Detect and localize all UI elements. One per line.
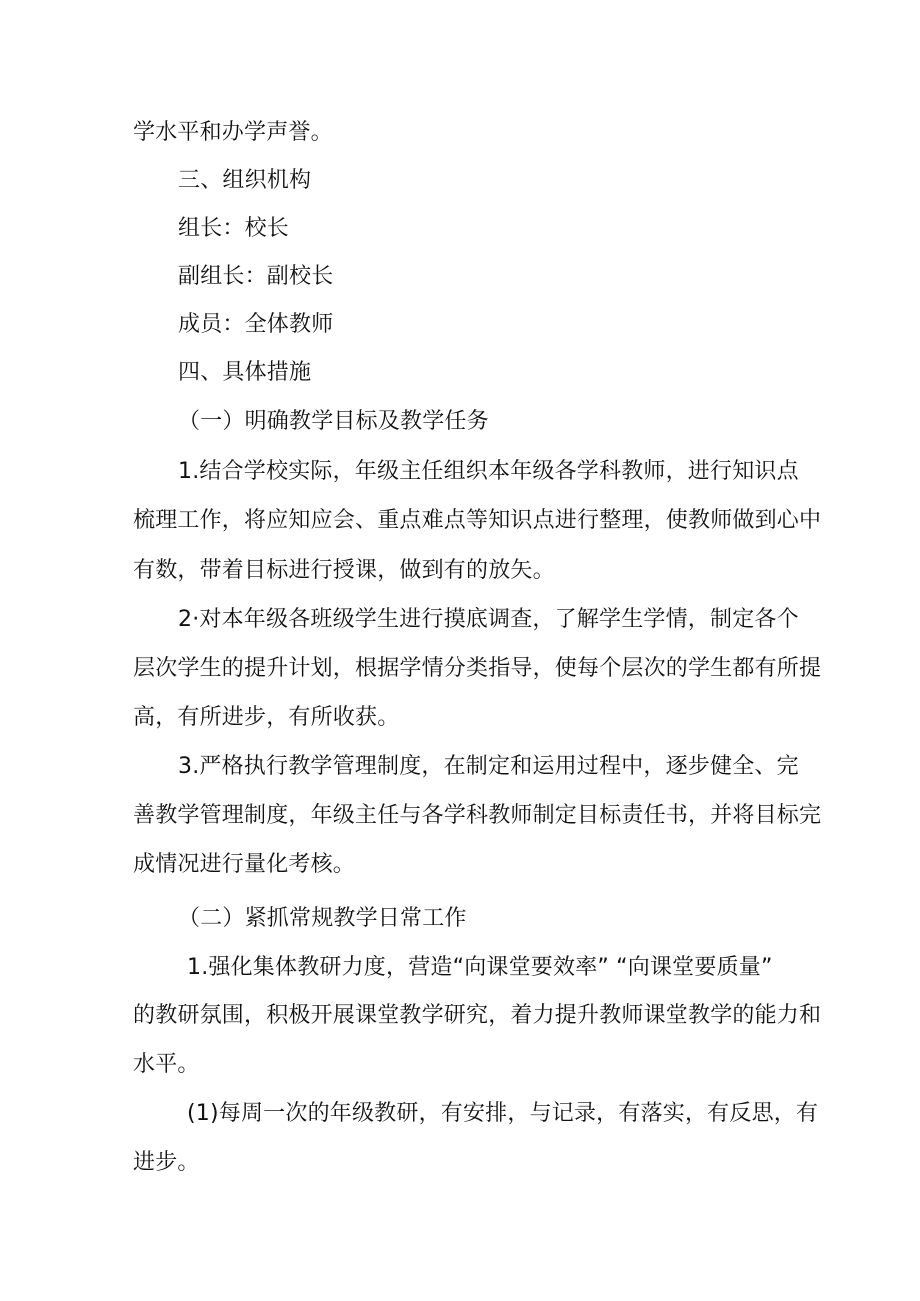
text-line: 有数，带着目标进行授课，做到有的放矢。 (133, 558, 555, 583)
text-line: 2·对本年级各班级学生进行摸底调查，了解学生学情，制定各个 (178, 607, 799, 632)
text-line: 1.结合学校实际，年级主任组织本年级各学科教师，进行知识点 (178, 459, 799, 484)
text-line: 成情况进行量化考核。 (133, 852, 356, 877)
text-line: 学水平和办学声誉。 (133, 120, 333, 145)
text-line: 副组长：副校长 (178, 264, 334, 289)
text-line: 高，有所进步，有所收获。 (133, 705, 400, 730)
text-line: 成员：全体教师 (178, 312, 334, 337)
section-heading: 四、具体措施 (178, 360, 312, 385)
section-heading: 三、组织机构 (178, 168, 312, 193)
text-line: 3.严格执行教学管理制度，在制定和运用过程中，逐步健全、完 (178, 754, 799, 779)
text-line: 1.强化集体教研力度，营造“向课堂要效率” “向课堂要质量” (187, 955, 773, 980)
subsection-heading: （一）明确教学目标及教学任务 (178, 409, 489, 434)
text-line: (1)每周一次的年级教研，有安排，与记录，有落实，有反思，有 (187, 1101, 819, 1126)
text-line: 水平。 (133, 1052, 200, 1077)
text-line: 梳理工作，将应知应会、重点难点等知识点进行整理，使教师做到心中 (133, 508, 822, 533)
text-line: 的教研氛围，积极开展课堂教学研究，着力提升教师课堂教学的能力和 (133, 1003, 822, 1028)
text-line: 进步。 (133, 1150, 200, 1175)
text-line: 善教学管理制度，年级主任与各学科教师制定目标责任书，并将目标完 (133, 803, 822, 828)
text-line: 组长：校长 (178, 216, 290, 241)
text-line: 层次学生的提升计划，根据学情分类指导，使每个层次的学生都有所提 (133, 656, 822, 681)
subsection-heading: （二）紧抓常规教学日常工作 (178, 906, 467, 931)
